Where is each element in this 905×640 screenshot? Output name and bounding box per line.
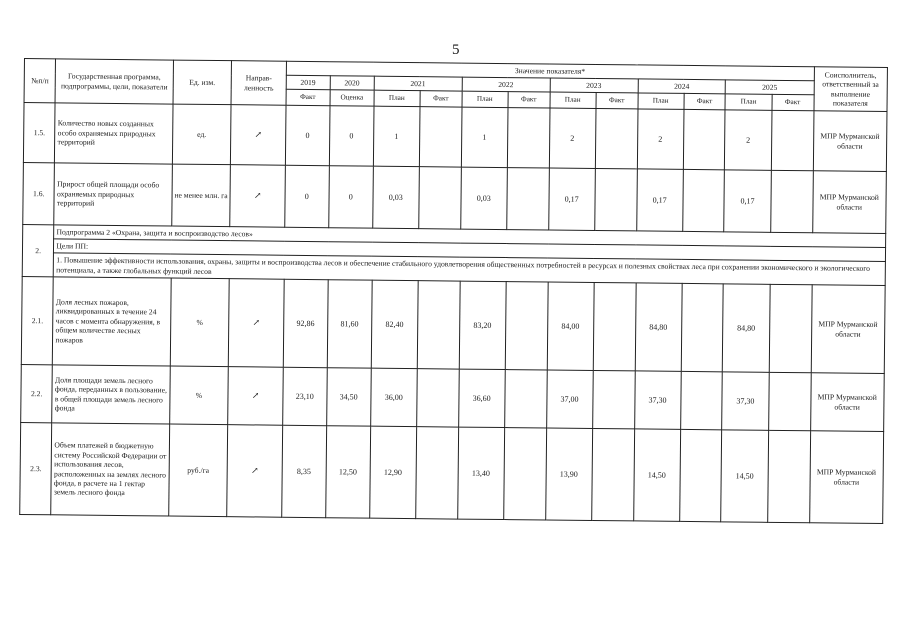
cell-2025-plan: 14,50	[721, 430, 768, 522]
cell-2024-fact	[683, 109, 726, 169]
cell-2019-fact: 0	[285, 165, 330, 227]
table-row	[20, 422, 884, 523]
row-name: Прирост общей площади особо охраняемых природных территорий	[54, 163, 172, 226]
cell-2022-plan: 83,20	[459, 281, 506, 369]
direction-up-icon: ↗	[227, 425, 282, 518]
header-indicator-value: Значение показателя*	[286, 61, 814, 81]
cell-2025-fact	[768, 372, 811, 430]
direction-up-icon: ↗	[231, 105, 286, 166]
cell-2023-fact	[591, 428, 634, 520]
header-plan: План	[550, 92, 596, 108]
cell-2024-fact	[682, 169, 725, 231]
cell-2025-fact	[769, 284, 812, 372]
cell-2025-plan: 84,80	[723, 284, 770, 372]
cell-2023-fact	[593, 282, 636, 370]
direction-up-icon: ↗	[229, 279, 284, 368]
cell-2021-fact	[419, 107, 462, 167]
goal-label: Цели ПП:	[54, 239, 886, 262]
table-row	[23, 162, 887, 233]
direction-up-icon: ↗	[230, 165, 285, 228]
cell-2021-plan: 1	[373, 106, 420, 166]
cell-2020-estimate: 12,50	[325, 426, 370, 518]
header-fact: Факт	[286, 89, 330, 105]
cell-2023-plan: 84,00	[547, 282, 594, 370]
cell-2022-fact	[504, 370, 546, 428]
header-year-2025: 2025	[726, 80, 814, 95]
cell-2021-plan: 36,00	[370, 368, 417, 426]
row-num: 2.3.	[20, 422, 52, 514]
row-executor: МПР Мурманской области	[810, 373, 884, 432]
header-unit: Ед. изм.	[173, 60, 232, 105]
row-executor: МПР Мурманской области	[813, 111, 887, 172]
row-executor: МПР Мурманской области	[812, 171, 886, 234]
cell-2019-fact: 0	[285, 105, 330, 165]
header-fact: Факт	[420, 91, 462, 107]
cell-2024-fact	[679, 429, 722, 521]
cell-2024-fact	[681, 283, 724, 371]
cell-2025-fact	[771, 110, 814, 170]
header-fact: Факт	[772, 94, 814, 110]
header-direction: Направ-ленность	[231, 61, 286, 106]
cell-2021-plan: 82,40	[371, 280, 418, 368]
row-executor: МПР Мурманской области	[811, 285, 885, 374]
cell-2020-estimate: 81,60	[327, 280, 372, 368]
cell-2024-plan: 0,17	[636, 169, 683, 231]
cell-2022-fact	[507, 108, 550, 168]
header-estimate: Оценка	[330, 90, 374, 106]
header-plan: План	[462, 91, 508, 107]
cell-2025-fact	[770, 170, 813, 232]
row-unit: %	[169, 366, 228, 425]
cell-2020-estimate: 0	[329, 106, 374, 166]
subprogram-title: Подпрограмма 2 «Охрана, защита и воспроизводство лесов»	[54, 225, 886, 248]
header-plan: План	[374, 90, 420, 106]
row-unit: руб./га	[168, 424, 228, 517]
table-row	[21, 364, 885, 431]
goal-text: 1. Повышение эффективности использования, охраны, защиты и воспроизводства лесов и обеспечение стабильного удовлетворения общественных потребностей в ресурсах и полезных свойствах леса при сохранении экономического и экологического потенциала, а также глобальных функций лесов	[54, 253, 886, 286]
page-number: 5	[452, 42, 460, 58]
cell-2020-estimate: 0	[328, 166, 373, 228]
indicator-table-wrapper	[19, 58, 888, 545]
header-year-2020: 2020	[330, 76, 374, 90]
cell-2019-fact: 92,86	[283, 279, 328, 367]
header-program: Государственная программа, подпрограммы, цели, показатели	[55, 59, 173, 104]
header-year-2022: 2022	[462, 77, 550, 92]
table-row	[23, 103, 887, 172]
row-name: Доля лесных пожаров, ликвидированных в течение 24 часов с момента обнаружения, в общем количестве лесных пожаров	[53, 277, 171, 366]
header-fact: Факт	[596, 92, 638, 108]
cell-2022-fact	[506, 168, 549, 230]
header-num: №п/п	[24, 59, 56, 103]
cell-2024-fact	[680, 371, 722, 429]
cell-2021-fact	[417, 281, 460, 369]
cell-2021-fact	[415, 427, 458, 519]
cell-2021-fact	[416, 369, 458, 427]
header-year-2021: 2021	[374, 76, 462, 91]
row-num: 1.5.	[23, 103, 55, 163]
cell-2023-fact	[595, 108, 638, 168]
cell-2019-fact: 23,10	[282, 367, 327, 425]
cell-2021-plan: 12,90	[369, 426, 416, 518]
cell-2023-plan: 2	[549, 108, 596, 168]
cell-2023-plan: 37,00	[546, 370, 593, 428]
cell-2021-plan: 0,03	[372, 166, 419, 228]
row-name: Количество новых созданных особо охраняемых природных территорий	[55, 103, 173, 164]
header-plan: План	[638, 93, 684, 109]
cell-2022-fact	[505, 282, 548, 370]
cell-2024-plan: 84,80	[635, 283, 682, 371]
header-executor: Соисполнитель, ответственный за выполнение показателя	[814, 67, 888, 112]
cell-2022-fact	[503, 428, 546, 520]
cell-2025-plan: 37,30	[722, 372, 769, 430]
header-year-2019: 2019	[286, 75, 330, 89]
cell-2024-plan: 37,30	[634, 371, 681, 429]
row-num: 1.6.	[23, 162, 55, 224]
row-unit: %	[170, 278, 230, 367]
row-num: 2.1.	[21, 276, 53, 364]
row-name: Объем платежей в бюджетную систему Российской Федерации от использования лесов, расположенных на землях лесного фонда, в расчете на 1 гектар земель лесного фонда	[51, 423, 169, 516]
cell-2024-plan: 2	[637, 109, 684, 169]
cell-2021-fact	[419, 167, 462, 229]
cell-2022-plan: 1	[461, 107, 508, 167]
cell-2023-fact	[592, 370, 634, 428]
row-num: 2.2.	[21, 364, 53, 422]
cell-2025-plan: 0,17	[724, 170, 771, 232]
cell-2023-plan: 13,90	[545, 428, 592, 520]
indicator-table	[19, 58, 888, 524]
cell-2025-plan: 2	[725, 110, 772, 170]
cell-2022-plan: 36,60	[458, 369, 505, 427]
header-year-2023: 2023	[550, 78, 638, 93]
table-row	[21, 276, 885, 373]
row-name: Доля площади земель лесного фонда, переданных в пользование, в общей площади земель лесного фонда	[52, 365, 170, 424]
cell-2023-plan: 0,17	[548, 168, 595, 230]
cell-2023-fact	[594, 168, 637, 230]
header-fact: Факт	[684, 93, 726, 109]
cell-2022-plan: 0,03	[460, 167, 507, 229]
row-unit: не менее млн. га	[171, 164, 230, 227]
cell-2025-fact	[767, 430, 810, 522]
row-unit: ед.	[172, 104, 231, 165]
row-executor: МПР Мурманской области	[809, 431, 883, 524]
header-plan: План	[725, 94, 771, 110]
cell-2024-plan: 14,50	[633, 429, 680, 521]
direction-up-icon: ↗	[228, 367, 283, 426]
header-year-2024: 2024	[638, 79, 726, 94]
cell-2019-fact: 8,35	[281, 425, 326, 517]
cell-2022-plan: 13,40	[457, 427, 504, 519]
subprogram-num: 2.	[22, 224, 54, 276]
header-fact: Факт	[508, 92, 550, 108]
cell-2020-estimate: 34,50	[326, 368, 371, 426]
